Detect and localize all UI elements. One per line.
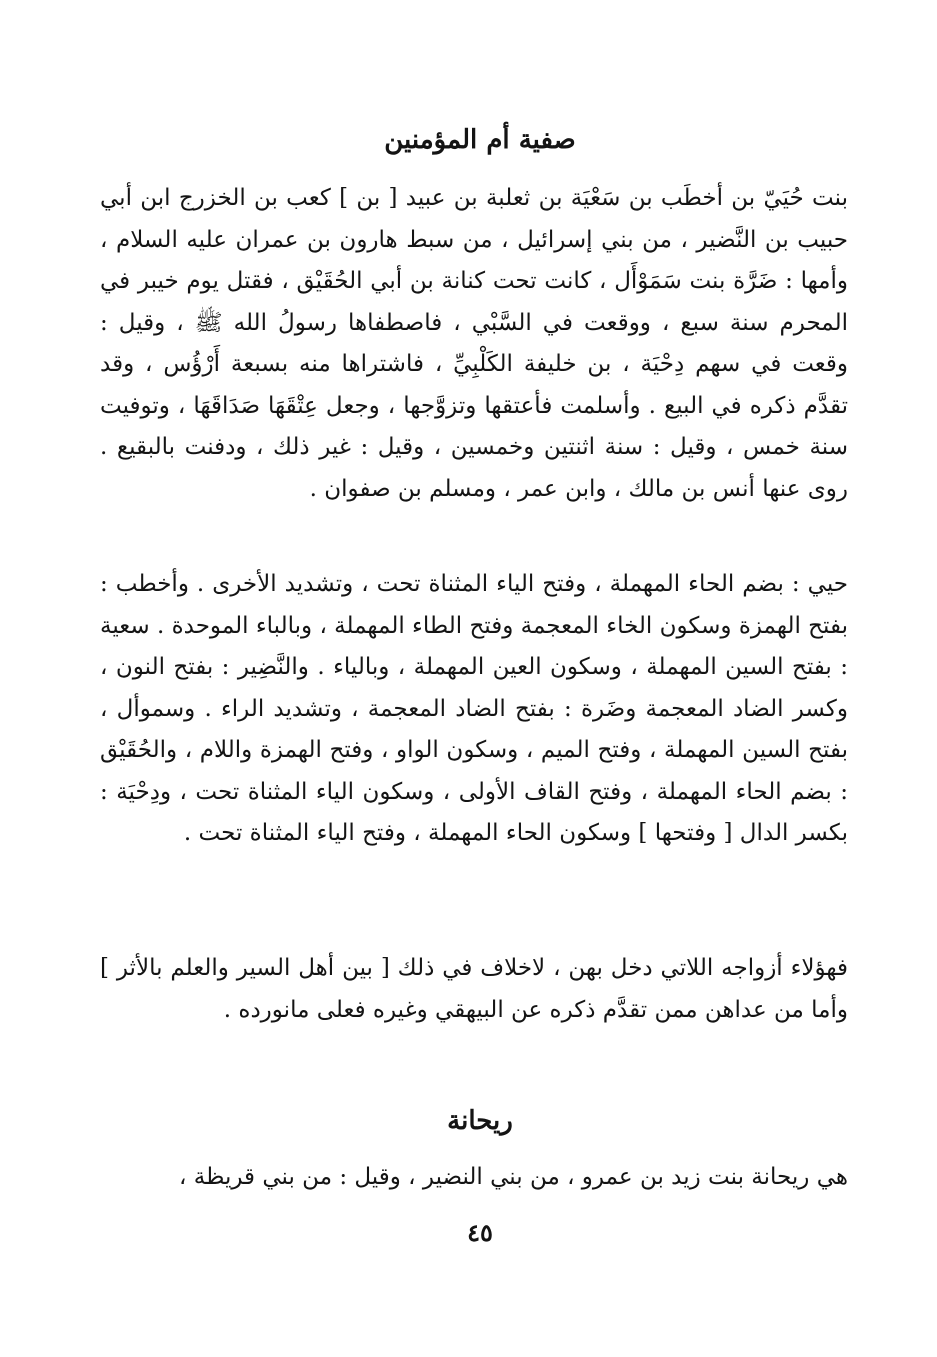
paragraph-rayhana-intro: هي ريحانة بنت زيد بن عمرو ، من بني النضير ، وقيل : من بني قريظة ،	[179, 1164, 848, 1190]
paragraph-name-vocalization: حيي : بضم الحاء المهملة ، وفتح الياء المثناة تحت ، وتشديد الأخرى . وأخطب : بفتح الهمزة وسكون الخاء المعجمة وفتح الطاء المهملة ، وبالباء الموحدة . سعية : بفتح السين المهملة ، وسكون العين المهملة ، وبالياء . والنَّضِير : بفتح النون ، وكسر الضاد المعجمة وضَرة : بفتح الضاد المعجمة ، وتشديد الراء . وسموأل ، بفتح السين المهملة ، وفتح الميم ، وسكون الواو ، وفتح الهمزة واللام ، والحُقَيْق : بضم الحاء المهملة ، وفتح القاف الأولى ، وسكون الياء المثناة تحت ، ودِحْيَة : بكسر الدال [ وفتحها ] وسكون الحاء المهملة ، وفتح الياء المثناة تحت .	[100, 571, 848, 846]
paragraph-safiyya-biography: بنت حُيَيّ بن أخطَب بن سَعْيَة بن ثعلبة بن عبيد [ بن ] كعب بن الخزرج ابن أبي حبيب بن النَّضير ، من بني إسرائيل ، من سبط هارون بن عمران عليه السلام ، وأمها : ضَرَّة بنت سَمَوْأَل ، كانت تحت كنانة بن أبي الحُقَيْق ، فقتل يوم خيبر في المحرم سنة سبع ، ووقعت في السَّبْي ، فاصطفاها رسولُ الله ﷺ ، وقيل : وقعت في سهم دِحْيَة ، بن خليفة الكَلْبِيِّ ، فاشتراها منه بسبعة أَرْؤُس ، وقد تقدَّم ذكره في البيع . وأسلمت فأعتقها وتزوَّجها ، وجعل عِتْقَهَا صَدَاقَهَا ، وتوفيت سنة خمس ، وقيل : سنة اثنتين وخمسين ، وقيل : غير ذلك ، ودفنت بالبقيع . روى عنها أنس بن مالك ، وابن عمر ، ومسلم بن صفوان .	[100, 185, 848, 502]
paragraph-wives-summary: فهؤلاء أزواجه اللاتي دخل بهن ، لاخلاف في ذلك [ بين أهل السير والعلم بالأثر ] وأما من عداهن ممن تقدَّم ذكره عن البيهقي وغيره فعلى مانورده .	[100, 955, 848, 1023]
section-title-rayhana: ريحانة	[447, 1106, 513, 1136]
page-number: ٤٥	[467, 1218, 493, 1247]
section-title-safiyya: صفية أم المؤمنين	[384, 125, 576, 155]
